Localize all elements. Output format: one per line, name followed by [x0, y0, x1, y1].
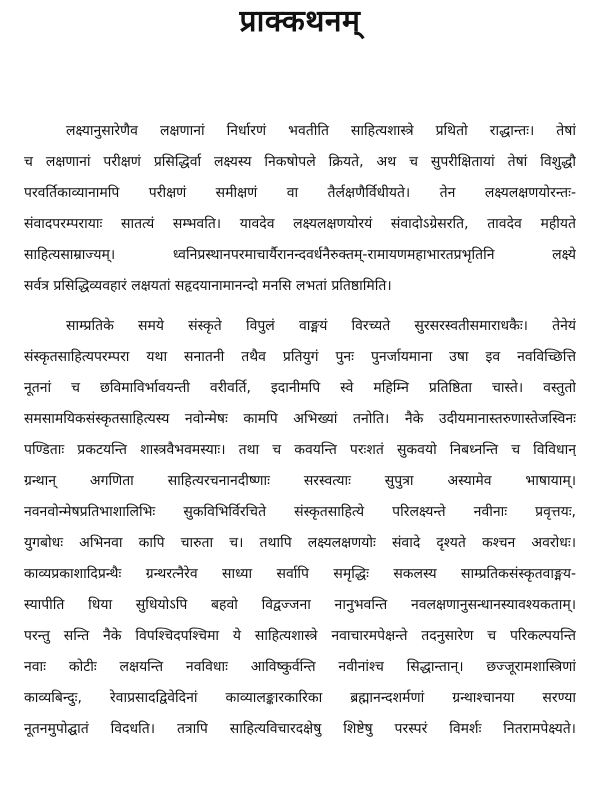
text-line: नवाः कोटीः लक्षयन्ति नवविधाः आविष्कुर्वन्ति नवीनांश्च सिद्धान्तान्। छज्जूरामशास्त्रिणां [24, 659, 576, 675]
page-title: प्राक्कथनम् [239, 4, 361, 39]
paragraph-2 [24, 311, 576, 745]
text-line: युगबोधः अभिनवा कापि चारुता च। तथापि लक्ष्यलक्षणयोः संवादे दृश्यते कश्चन अवरोधः। [24, 535, 576, 551]
text-line: सर्वत्र प्रसिद्धिव्यवहारं लक्षयतां सहृदयानामानन्दो मनसि लभतां प्रतिष्ठामिति। [24, 278, 392, 294]
text-line: परन्तु सन्ति नैके विपश्चिदपश्चिमा ये साहित्यशास्त्रे नवाचारमपेक्षन्ते तदनुसारेण च परिकल्पयन्ति [24, 628, 576, 644]
text-line: समसामयिकसंस्कृतसाहित्यस्य नवोन्मेषः कामपि अभिख्यां तनोति। नैके उदीयमानास्तरुणास्तेजस्विनः [24, 411, 576, 427]
text-line: नवनवोन्मेषप्रतिभाशालिभिः सुकविभिर्विरचिते संस्कृतसाहित्ये परिलक्ष्यन्ते नवीनाः प्रवृत्तयः, [24, 504, 576, 520]
text-line: नूतनमुपोद्घातं विदधति। तत्रापि साहित्यविचारदक्षेषु शिष्टेषु परस्परं विमर्शः नितरामपेक्ष्यते। [24, 721, 576, 737]
text-line: परवर्तिकाव्यानामपि परीक्षणं समीक्षणं वा तैर्लक्षणैर्विधीयते। तेन लक्ष्यलक्षणयोरन्तः- [24, 185, 576, 201]
text-line: च लक्षणानां परीक्षणं प्रसिद्धिर्वा लक्ष्यस्य निकषोपले क्रियते, अथ च सुपरीक्षितायां तेषां विशुद्धौ [24, 154, 576, 170]
text-line: संस्कृतसाहित्यपरम्परा यथा सनातनी तथैव प्रतियुगं पुनः पुनर्जायमाना उषा इव नवविच्छित्ति [24, 349, 576, 365]
text-line: लक्ष्यानुसारेणैव लक्षणानां निर्धारणं भवतीति साहित्यशास्त्रे प्रथितो राद्धान्तः। तेषां [66, 123, 576, 139]
text-line: काव्यबिन्दुः, रेवाप्रसादद्विवेदिनां काव्यालङ्कारकारिका ब्रह्मानन्दशर्मणां ग्रन्थाश्चानया सरण्या [24, 690, 576, 706]
text-line: ग्रन्थान् अगणिता साहित्यरचनानदीष्णाः सरस्वत्याः सुपुत्रा अस्यामेव भाषायाम्। [24, 473, 576, 489]
text-line: स्यापीति धिया सुधियोऽपि बहवो विद्वज्जना नानुभवन्ति नवलक्षणानुसन्धानस्यावश्यकताम्। [24, 597, 576, 613]
paragraph-1 [24, 116, 576, 302]
text-line: साम्प्रतिके समये संस्कृते विपुलं वाङ्मयं विरच्यते सुरसरस्वतीसमाराधकैः। तेनेयं [66, 318, 576, 334]
text-line: पण्डिताः प्रकटयन्ति शास्त्रवैभवमस्याः। तथा च कवयन्ति परःशतं सुकवयो निबध्नन्ति च विविधान् [24, 442, 576, 458]
document-body [24, 116, 576, 745]
text-line: काव्यप्रकाशादिप्रन्थैः ग्रन्थरत्नैरेव साध्या सर्वापि समृद्धिः सकलस्य साम्प्रतिकसंस्कृतवाङ्मय- [24, 566, 576, 582]
text-line: नूतनां च छविमाविर्भावयन्ती वरीवर्ति, इदानीमपि स्वे महिम्नि प्रतिष्ठिता चास्ते। वस्तुतो [24, 380, 576, 396]
text-line: साहित्यसाम्राज्यम्। ध्वनिप्रस्थानपरमाचार्यैरानन्दवर्धनैरुक्तम्-रामायणमहाभारतप्रभृतिनि लक्ष्ये [24, 247, 576, 263]
text-line: संवादपरम्परायाः सातत्यं सम्भवति। यावदेव लक्ष्यलक्षणयोरयं संवादोऽग्रेसरति, तावदेव महीयते [24, 216, 576, 232]
